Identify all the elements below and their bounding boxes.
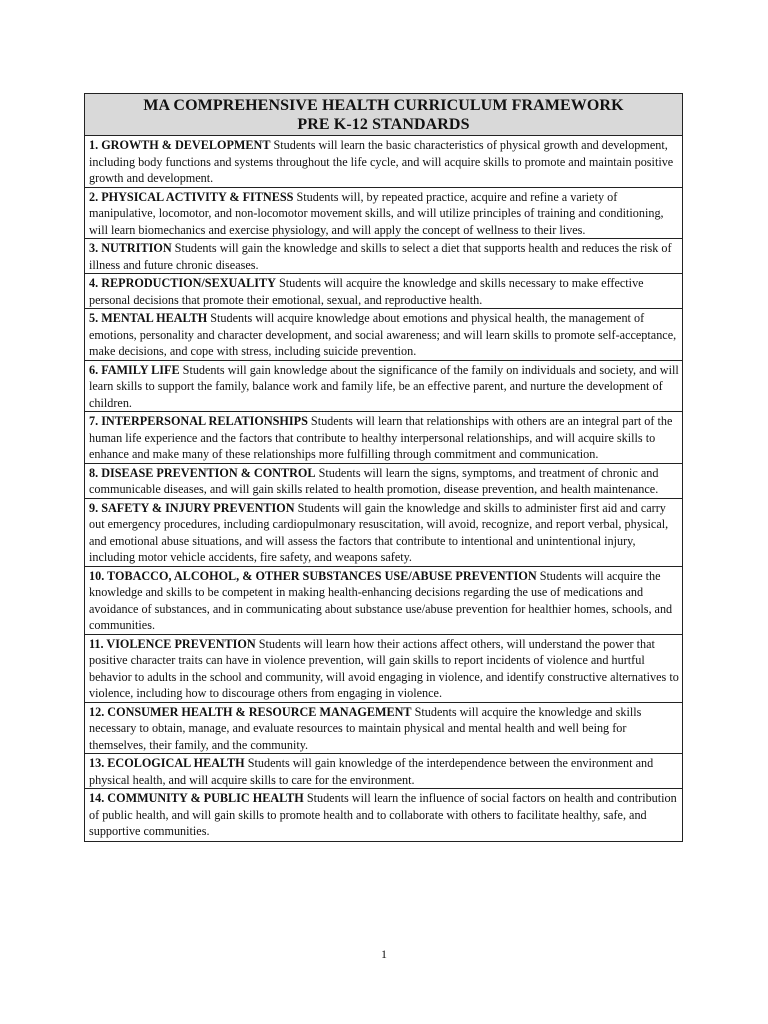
standard-row-3 [85, 239, 682, 274]
document-subtitle: PRE K-12 STANDARDS [297, 116, 470, 133]
standard-title: 3. NUTRITION [89, 241, 172, 255]
standard-row-11 [85, 635, 682, 703]
standard-text: Students will gain knowledge about the significance of the family on individuals and society, and will learn skills to support the family, balance work and family life, be an effective parent, and nurture the development of children. [89, 362, 679, 410]
standard-text: Students will acquire the knowledge and skills to be competent in making health-enhancing decisions regarding the use of medications and avoidance of substances, and in communicating about substance use/abuse prevention for healthier homes, schools, and communities. [89, 568, 673, 632]
standard-row-13 [85, 754, 682, 789]
standard-title: 1. GROWTH & DEVELOPMENT [89, 138, 271, 152]
standard-title: 8. DISEASE PREVENTION & CONTROL [89, 465, 316, 480]
table-header [85, 94, 682, 136]
standard-row-14 [85, 789, 682, 841]
standard-text: Students will acquire knowledge about emotions and physical health, the management of emotions, personality and character development, and social awareness; and will learn skills to promote self-acceptance, make decisions, and cope with stress, including suicide prevention. [89, 311, 677, 358]
standard-text: Students will learn the influence of social factors on health and contribution of public health, and will gain skills to promote health and to collaborate with others to facilitate healthy, safe, and supportive communities. [89, 791, 677, 838]
standard-text: Students will learn how their actions affect others, will understand the power that positive character traits can have in violence prevention, will gain skills to report incidents of violence and hurtful behavior to adults in the school and community, will avoid engaging in violence, and identify constructive alternatives to violence, including how to discourage others from engaging in violence. [89, 636, 679, 700]
standard-row-12 [85, 703, 682, 755]
standard-title: 6. FAMILY LIFE [89, 362, 180, 377]
standard-row-9 [85, 499, 682, 567]
standard-row-2 [85, 188, 682, 240]
standard-text: Students will learn the basic characteristics of physical growth and development, including body functions and systems throughout the life cycle, and will acquire skills to promote and maintain positive growth and development. [89, 138, 674, 185]
standard-row-10 [85, 567, 682, 635]
standard-row-8 [85, 464, 682, 499]
standard-title: 5. MENTAL HEALTH [89, 311, 208, 325]
standard-row-5 [85, 309, 682, 361]
standard-text: Students will learn that relationships with others are an integral part of the human life experience and the factors that contribute to healthy interpersonal relationships, and will acquire skills to enhance and make many of these relationships more fulfilling through commitment and communication. [89, 414, 673, 461]
standard-text: Students will gain knowledge of the interdependence between the environment and physical health, and will acquire skills to care for the environment. [89, 756, 654, 787]
standard-row-1 [85, 136, 682, 188]
standard-text: Students will, by repeated practice, acquire and refine a variety of manipulative, locomotor, and non-locomotor movement skills, and will utilize principles of training and conditioning, will learn biomechanics and exercise physiology, and will apply the concept of wellness to their lives. [89, 189, 664, 237]
standard-row-6 [85, 361, 682, 413]
page-number: 1 [381, 947, 387, 961]
standard-title: 7. INTERPERSONAL RELATIONSHIPS [89, 414, 308, 428]
document-title: MA COMPREHENSIVE HEALTH CURRICULUM FRAMEWORK [143, 97, 624, 114]
standard-text: Students will acquire the knowledge and skills necessary to obtain, manage, and evaluate resources to maintain physical and mental health and well being for themselves, their family, and the community. [89, 704, 642, 752]
standard-title: 10. TOBACCO, ALCOHOL, & OTHER SUBSTANCES USE/ABUSE PREVENTION [89, 568, 537, 583]
standard-title: 12. CONSUMER HEALTH & RESOURCE MANAGEMENT [89, 704, 412, 719]
standards-table [84, 93, 683, 842]
standard-title: 13. ECOLOGICAL HEALTH [89, 756, 245, 770]
standard-text: Students will learn the signs, symptoms, and treatment of chronic and communicable diseases, and will gain skills related to health promotion, disease prevention, and health maintenance. [89, 465, 659, 496]
standard-title: 2. PHYSICAL ACTIVITY & FITNESS [89, 189, 294, 204]
standard-text: Students will gain the knowledge and skills to administer first aid and carry out emergency procedures, including cardiopulmonary resuscitation, will avoid, recognize, and report verbal, physical, and emotional abuse situations, and will assess the factors that contribute to intentional and unintentional injury, including motor vehicle accidents, fire safety, and weapons safety. [89, 500, 669, 564]
standard-title: 14. COMMUNITY & PUBLIC HEALTH [89, 791, 304, 805]
standard-title: 11. VIOLENCE PREVENTION [89, 636, 256, 651]
standard-row-4 [85, 274, 682, 309]
standard-row-7 [85, 412, 682, 464]
standard-title: 4. REPRODUCTION/SEXUALITY [89, 276, 276, 290]
standard-text: Students will acquire the knowledge and skills necessary to make effective personal decisions that promote their emotional, sexual, and reproductive health. [89, 276, 644, 307]
standard-text: Students will gain the knowledge and skills to select a diet that supports health and reduces the risk of illness and future chronic diseases. [89, 241, 672, 272]
standard-title: 9. SAFETY & INJURY PREVENTION [89, 500, 295, 515]
